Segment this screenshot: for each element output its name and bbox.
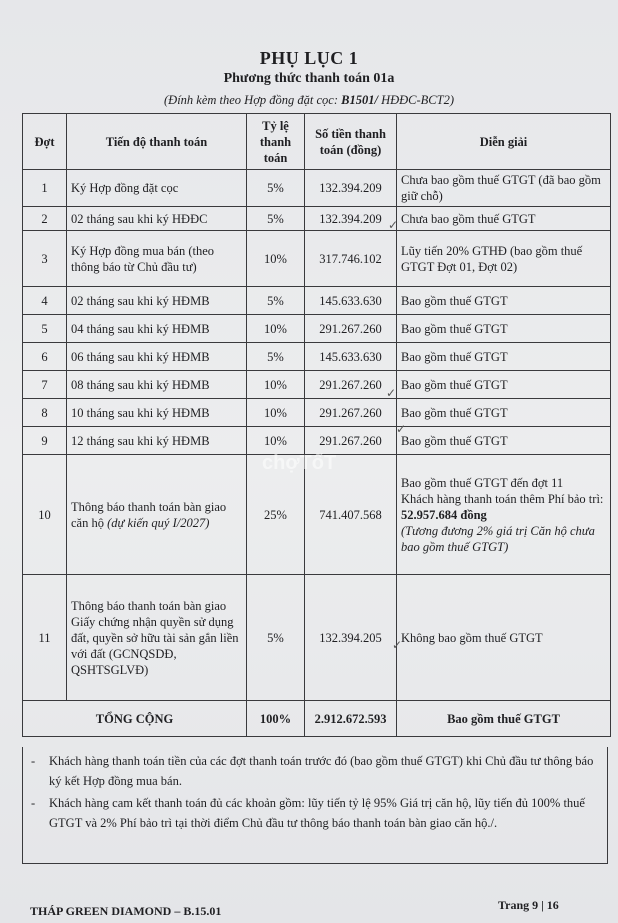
check-mark-icon: ✓ xyxy=(386,386,397,400)
cell-ty-le: 5% xyxy=(247,287,305,315)
total-ty-le: 100% xyxy=(247,701,305,737)
check-mark-icon: ✓ xyxy=(388,218,399,232)
cell-so-tien: 291.267.260 xyxy=(305,371,397,399)
dien-giai-note: (Tương đương 2% giá trị Căn hộ chưa bao gồm thuế GTGT) xyxy=(401,523,595,554)
cell-dien-giai: Chưa bao gồm thuế GTGT (đã bao gồm giữ chỗ) xyxy=(397,170,611,207)
dien-giai-fee xyxy=(401,491,606,523)
note-item: - Khách hàng thanh toán tiền của các đợt thanh toán trước đó (bao gồm thuế GTGT) khi Chủ đầu tư thông báo ký kết Hợp đồng mua bán. xyxy=(49,751,607,791)
table-row xyxy=(23,231,611,287)
total-row xyxy=(23,701,611,737)
notes-box xyxy=(22,747,608,864)
table-row xyxy=(23,287,611,315)
cell-tien-do: 08 tháng sau khi ký HĐMB xyxy=(67,371,247,399)
check-mark-icon: ✓ xyxy=(392,638,403,652)
footer-page-number: Trang 9 | 16 xyxy=(498,898,559,912)
header-ty-le: Tỷ lệ thanh toán xyxy=(247,114,305,170)
cell-dien-giai: Chưa bao gồm thuế GTGT xyxy=(397,207,611,231)
fee-amount: 52.957.684 đồng xyxy=(401,507,487,522)
cell-dot: 10 xyxy=(23,455,67,575)
notes-list xyxy=(23,751,607,833)
cell-ty-le: 5% xyxy=(247,207,305,231)
table-row xyxy=(23,170,611,207)
cell-so-tien: 291.267.260 xyxy=(305,315,397,343)
total-dien-giai: Bao gồm thuế GTGT xyxy=(397,701,611,737)
cell-tien-do: 06 tháng sau khi ký HĐMB xyxy=(67,343,247,371)
cell-dot: 9 xyxy=(23,427,67,455)
table-row xyxy=(23,575,611,701)
total-so-tien: 2.912.672.593 xyxy=(305,701,397,737)
table-row xyxy=(23,207,611,231)
header-dot: Đợt xyxy=(23,114,67,170)
note-item: - Khách hàng cam kết thanh toán đủ các khoản gồm: lũy tiến tỷ lệ 95% Giá trị căn hộ, lũy tiến đủ 100% thuế GTGT và 2% Phí bảo trì tại thời điểm Chủ đầu tư thông báo thanh toán bàn giao căn hộ./. xyxy=(49,793,607,833)
cell-tien-do: 02 tháng sau khi ký HĐĐC xyxy=(67,207,247,231)
cell-dot: 6 xyxy=(23,343,67,371)
cell-dien-giai xyxy=(397,455,611,575)
cell-dien-giai: Bao gồm thuế GTGT xyxy=(397,343,611,371)
cell-tien-do: Thông báo thanh toán bàn giao Giấy chứng nhận quyền sử dụng đất, quyền sở hữu tài sản gắn liền với đất (GCNQSDĐ, QSHTSGLVĐ) xyxy=(67,575,247,701)
cell-so-tien: 291.267.260 xyxy=(305,399,397,427)
payment-schedule-table xyxy=(22,113,611,737)
cell-tien-do xyxy=(67,455,247,575)
cell-dot: 4 xyxy=(23,287,67,315)
page-subtitle: Phương thức thanh toán 01a xyxy=(223,71,395,86)
fee-label: Khách hàng thanh toán thêm Phí bảo trì: xyxy=(401,491,604,506)
cell-dot: 8 xyxy=(23,399,67,427)
cell-so-tien: 291.267.260 xyxy=(305,427,397,455)
cell-tien-do: 12 tháng sau khi ký HĐMB xyxy=(67,427,247,455)
cell-dien-giai: Bao gồm thuế GTGT xyxy=(397,427,611,455)
cell-ty-le: 5% xyxy=(247,170,305,207)
cell-tien-do: 04 tháng sau khi ký HĐMB xyxy=(67,315,247,343)
cell-so-tien: 145.633.630 xyxy=(305,287,397,315)
header-tien-do: Tiến độ thanh toán xyxy=(67,114,247,170)
cell-tien-do: 02 tháng sau khi ký HĐMB xyxy=(67,287,247,315)
cell-ty-le: 5% xyxy=(247,575,305,701)
cell-ty-le: 10% xyxy=(247,427,305,455)
footer-project: THÁP GREEN DIAMOND – B.15.01 xyxy=(30,904,222,918)
cell-dot: 11 xyxy=(23,575,67,701)
cell-ty-le: 10% xyxy=(247,371,305,399)
check-mark-icon: ✓ xyxy=(396,422,407,436)
attach-prefix: (Đính kèm theo Hợp đồng đặt cọc: xyxy=(164,93,342,107)
tien-do-note: (dự kiến quý I/2027) xyxy=(107,515,210,530)
tien-do-text: Thông báo thanh toán bàn giao căn hộ xyxy=(71,499,227,530)
cell-dien-giai: Bao gồm thuế GTGT xyxy=(397,287,611,315)
page-title: PHỤ LỤC 1 xyxy=(259,48,359,68)
attach-suffix: HĐĐC-BCT2) xyxy=(377,93,454,107)
watermark: chợTốT xyxy=(262,452,337,474)
header-so-tien: Số tiền thanh toán (đồng) xyxy=(305,114,397,170)
header-dien-giai: Diễn giải xyxy=(397,114,611,170)
cell-ty-le: 25% xyxy=(247,455,305,575)
cell-ty-le: 10% xyxy=(247,231,305,287)
cell-dien-giai: Không bao gồm thuế GTGT xyxy=(397,575,611,701)
cell-tien-do: 10 tháng sau khi ký HĐMB xyxy=(67,399,247,427)
table-row xyxy=(23,343,611,371)
cell-so-tien: 132.394.209 xyxy=(305,207,397,231)
cell-dien-giai: Bao gồm thuế GTGT xyxy=(397,371,611,399)
table-row xyxy=(23,427,611,455)
table-header-row xyxy=(23,114,611,170)
cell-dot: 5 xyxy=(23,315,67,343)
cell-dien-giai: Bao gồm thuế GTGT xyxy=(397,315,611,343)
cell-dot: 3 xyxy=(23,231,67,287)
attachment-reference xyxy=(0,93,618,108)
cell-so-tien: 145.633.630 xyxy=(305,343,397,371)
cell-tien-do: Ký Hợp đồng mua bán (theo thông báo từ Chủ đầu tư) xyxy=(67,231,247,287)
table-row xyxy=(23,399,611,427)
cell-so-tien: 741.407.568 xyxy=(305,455,397,575)
cell-dien-giai: Bao gồm thuế GTGT xyxy=(397,399,611,427)
cell-dot: 1 xyxy=(23,170,67,207)
cell-so-tien: 132.394.209 xyxy=(305,170,397,207)
attach-code: B1501/ xyxy=(341,93,378,107)
total-label: TỔNG CỘNG xyxy=(23,701,247,737)
table-row xyxy=(23,315,611,343)
cell-dien-giai: Lũy tiến 20% GTHĐ (bao gồm thuế GTGT Đợt 01, Đợt 02) xyxy=(397,231,611,287)
cell-ty-le: 10% xyxy=(247,315,305,343)
cell-ty-le: 5% xyxy=(247,343,305,371)
cell-so-tien: 132.394.205 xyxy=(305,575,397,701)
cell-ty-le: 10% xyxy=(247,399,305,427)
cell-so-tien: 317.746.102 xyxy=(305,231,397,287)
cell-dot: 7 xyxy=(23,371,67,399)
dien-giai-line: Bao gồm thuế GTGT đến đợt 11 xyxy=(401,475,564,490)
cell-dot: 2 xyxy=(23,207,67,231)
table-row xyxy=(23,371,611,399)
cell-tien-do: Ký Hợp đồng đặt cọc xyxy=(67,170,247,207)
